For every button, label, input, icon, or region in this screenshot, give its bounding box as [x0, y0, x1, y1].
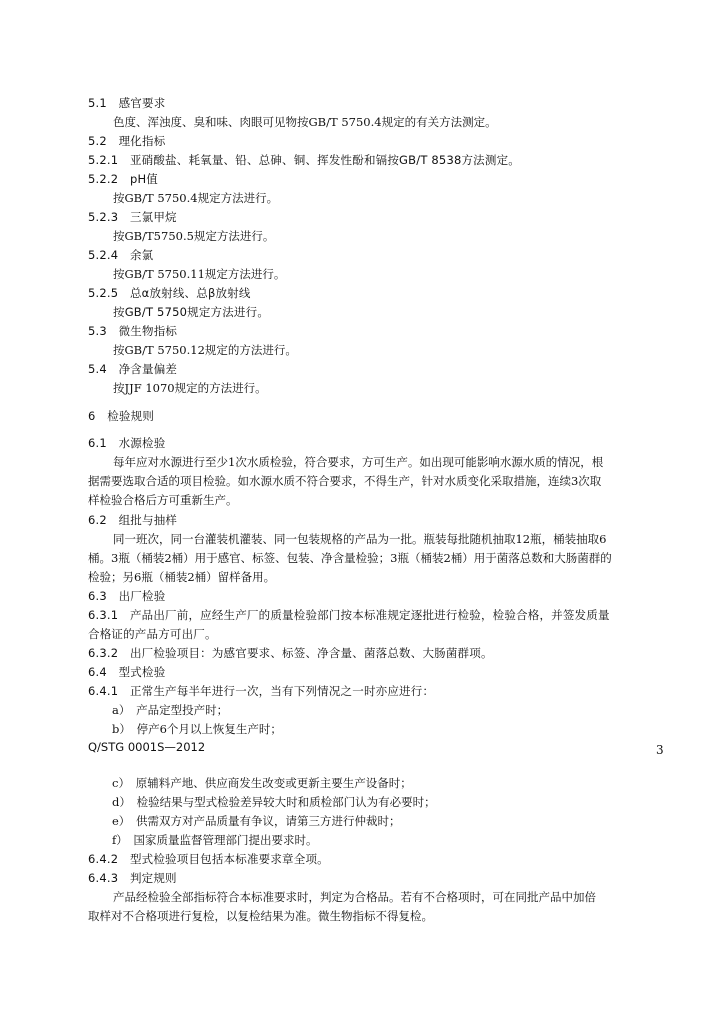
- heading-6: 6 检验规则: [88, 409, 155, 423]
- body-text: 按GB/T 5750.11规定方法进行。: [113, 267, 286, 281]
- body-text: 按JJF 1070规定的方法进行。: [113, 381, 267, 395]
- heading-6-3-2: 6.3.2 出厂检验项目：为感官要求、标签、净含量、菌落总数、大肠菌群项。: [88, 646, 493, 660]
- heading-5-2-2: 5.2.2 pH值: [88, 172, 159, 186]
- list-item: f） 国家质量监督管理部门提出要求时。: [112, 833, 318, 847]
- body-text: 按GB/T 5750规定方法进行。: [113, 305, 270, 319]
- list-item: d） 检验结果与型式检验差异较大时和质检部门认为有必要时；: [112, 795, 436, 809]
- heading-6-3: 6.3 出厂检验: [88, 589, 166, 603]
- body-text: 合格证的产品方可出厂。: [88, 627, 217, 641]
- list-item: a） 产品定型投产时；: [112, 703, 229, 717]
- body-text: 色度、浑浊度、臭和味、肉眼可见物按GB/T 5750.4规定的有关方法测定。: [113, 115, 497, 129]
- heading-6-4-2: 6.4.2 型式检验项目包括本标准要求章全项。: [88, 852, 329, 866]
- body-text: 桶。3瓶（桶装2桶）用于感官、标签、包装、净含量检验；3瓶（桶装2桶）用于菌落总数和大肠菌群的: [88, 551, 612, 565]
- heading-5-2: 5.2 理化指标: [88, 134, 166, 148]
- standard-code: Q/STG 0001S—2012: [88, 740, 206, 754]
- list-item: b） 停产6个月以上恢复生产时；: [112, 722, 282, 736]
- list-item: e） 供需双方对产品质量有争议，请第三方进行仲裁时；: [112, 814, 401, 828]
- body-text: 检验；另6瓶（桶装2桶）留样备用。: [88, 570, 276, 584]
- body-text: 取样对不合格项进行复检，以复检结果为准。微生物指标不得复检。: [88, 909, 433, 923]
- heading-5-2-3: 5.2.3 三氯甲烷: [88, 210, 177, 224]
- heading-6-2: 6.2 组批与抽样: [88, 513, 178, 527]
- body-text: 据需要选取合适的项目检验。如水源水质不符合要求，不得生产，针对水质变化采取措施，连续3次取: [88, 474, 602, 488]
- body-text: 样检验合格后方可重新生产。: [88, 493, 238, 507]
- heading-6-4-3: 6.4.3 判定规则: [88, 871, 177, 885]
- list-item: c） 原辅料产地、供应商发生改变或更新主要生产设备时；: [112, 776, 412, 790]
- heading-5-2-5: 5.2.5 总α放射线、总β放射线: [88, 286, 251, 300]
- body-text: 每年应对水源进行至少1次水质检验，符合要求，方可生产。如出现可能影响水源水质的情况，根: [113, 455, 604, 469]
- body-text: 按GB/T 5750.12规定的方法进行。: [113, 343, 297, 357]
- body-text: 产品经检验全部指标符合本标准要求时，判定为合格品。若有不合格项时，可在同批产品中加倍: [113, 890, 596, 904]
- heading-5-3: 5.3 微生物指标: [88, 324, 178, 338]
- heading-5-4: 5.4 净含量偏差: [88, 362, 178, 376]
- body-text: 同一班次，同一台灌装机灌装、同一包装规格的产品为一批。瓶装每批随机抽取12瓶，桶装抽取6: [113, 532, 607, 546]
- heading-6-4: 6.4 型式检验: [88, 665, 166, 679]
- body-text: 按GB/T5750.5规定方法进行。: [113, 229, 275, 243]
- heading-5-2-1: 5.2.1 亚硝酸盐、耗氧量、铅、总砷、铜、挥发性酚和镉按GB/T 8538方法测定。: [88, 153, 520, 167]
- heading-5-2-4: 5.2.4 余氯: [88, 248, 154, 262]
- body-text: 按GB/T 5750.4规定方法进行。: [113, 191, 279, 205]
- heading-6-4-1: 6.4.1 正常生产每半年进行一次，当有下列情况之一时亦应进行：: [88, 684, 435, 698]
- heading-6-3-1: 6.3.1 产品出厂前，应经生产厂的质量检验部门按本标准规定逐批进行检验，检验合格，并签发质量: [88, 608, 610, 622]
- page-number: 3: [656, 743, 664, 757]
- heading-6-1: 6.1 水源检验: [88, 436, 166, 450]
- heading-5-1: 5.1 感官要求: [88, 96, 166, 110]
